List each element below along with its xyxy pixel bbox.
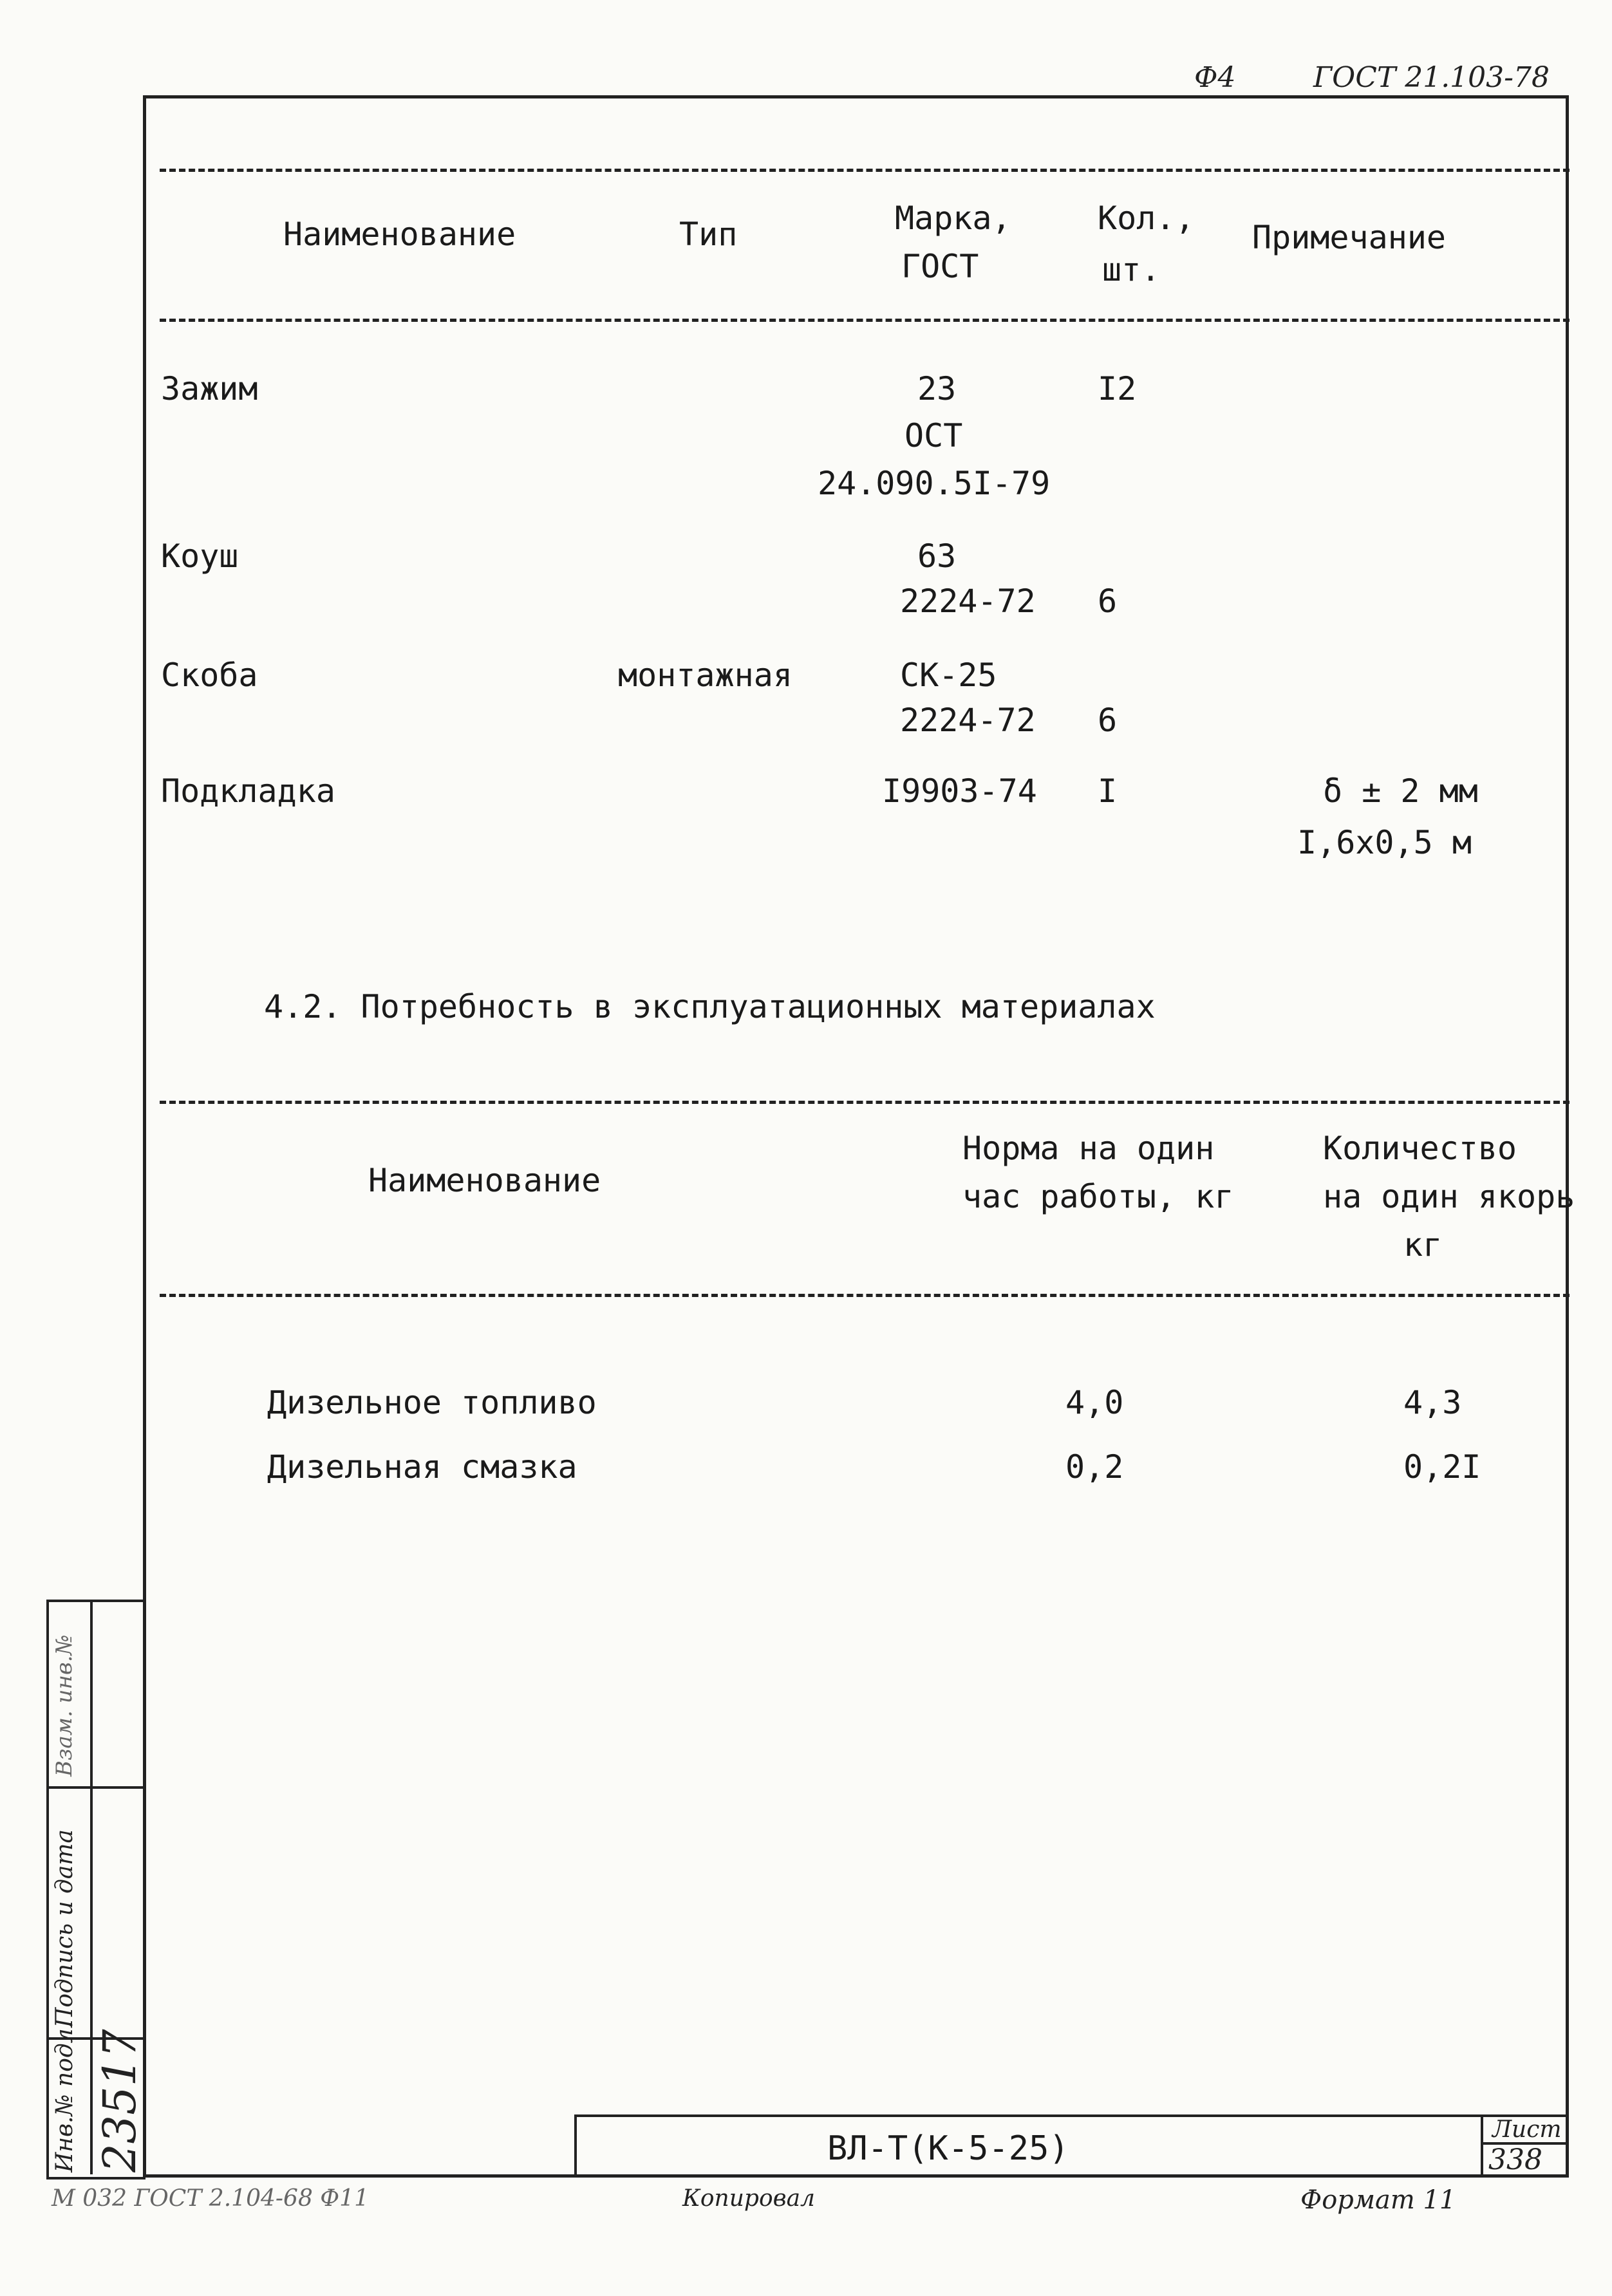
table-row-qty: I2: [1098, 370, 1137, 407]
table-row-name: Зажим: [161, 370, 258, 407]
table-row-type: монтажная: [618, 657, 792, 694]
table-row-qty: 0,2I: [1403, 1448, 1481, 1486]
table-row-qty: I: [1098, 772, 1118, 810]
table-row-qty: 6: [1098, 583, 1118, 620]
table1-header-name: Наименование: [283, 216, 516, 253]
table-row-mark: I9903-74: [882, 772, 1037, 810]
frame-right-border: [1566, 95, 1569, 2174]
table-row-name: Коуш: [161, 537, 239, 575]
table1-top-rule: [160, 169, 1570, 172]
table1-header-rule: [160, 319, 1570, 322]
table1-header-note: Примечание: [1252, 219, 1447, 256]
table-row-qty: 4,3: [1403, 1384, 1462, 1421]
table2-header-norm-1: Норма на один: [962, 1130, 1215, 1167]
sign-label: Подпись и дата: [52, 1829, 78, 2028]
side-divider: [46, 1786, 143, 1789]
table-row-mark: 23: [917, 370, 957, 407]
table-row-norm: 0,2: [1065, 1448, 1124, 1486]
title-block: [574, 2114, 1568, 2177]
table1-header-mark-2: ГОСТ: [901, 248, 979, 285]
table1-header-mark-1: Марка,: [895, 200, 1011, 237]
standard-reference: ГОСТ 21.103-78: [1313, 61, 1550, 94]
footer-right: Формат 11: [1300, 2185, 1456, 2215]
table2-header-name: Наименование: [368, 1162, 601, 1199]
table-row-name: Дизельное топливо: [267, 1384, 597, 1421]
section-title: 4.2. Потребность в эксплуатационных материалах: [264, 988, 1156, 1025]
table-row-mark: 2224-72: [900, 702, 1036, 739]
table1-header-qty-2: шт.: [1102, 251, 1161, 288]
table-row-note: I,6х0,5 м: [1297, 824, 1472, 861]
table2-header-qty-2: на один якорь: [1323, 1178, 1575, 1215]
frame-top-border: [143, 95, 1569, 98]
table-row-mark: СК-25: [900, 657, 997, 694]
table1-header-type: Тип: [679, 216, 738, 253]
document-code: ВЛ-Т(К-5-25): [827, 2129, 1069, 2168]
table-row-norm: 4,0: [1065, 1384, 1124, 1421]
inv-label: Инв.№ подл.: [52, 2021, 78, 2172]
table-row-name: Подкладка: [161, 772, 335, 810]
footer-left: М 032 ГОСТ 2.104-68 Ф11: [52, 2185, 369, 2212]
table1-header-qty-1: Кол.,: [1098, 200, 1195, 237]
table-row-name: Скоба: [161, 657, 258, 694]
table2-header-qty-3: кг: [1403, 1226, 1443, 1264]
table-row-name: Дизельная смазка: [267, 1448, 577, 1486]
table-row-mark: ОСТ: [904, 417, 963, 454]
sheet-label: Лист: [1492, 2116, 1562, 2143]
footer-center: Копировал: [682, 2185, 815, 2212]
table-row-mark: 2224-72: [900, 583, 1036, 620]
table2-top-rule: [160, 1101, 1570, 1104]
sheet-number: 338: [1488, 2143, 1542, 2176]
table-row-note: δ ± 2 мм: [1323, 772, 1478, 810]
sheet-mark: Ф4: [1194, 61, 1236, 94]
table-row-mark: 24.090.5I-79: [818, 465, 1051, 502]
table-row-qty: 6: [1098, 702, 1118, 739]
side-divider: [90, 1600, 93, 2174]
table2-header-qty-1: Количество: [1323, 1130, 1517, 1167]
table2-header-norm-2: час работы, кг: [962, 1178, 1234, 1215]
swap-label: Взам. инв.№: [52, 1634, 77, 1777]
table-row-mark: 63: [917, 537, 957, 575]
inv-number: 23517: [93, 2029, 146, 2172]
table2-header-rule: [160, 1294, 1570, 1297]
